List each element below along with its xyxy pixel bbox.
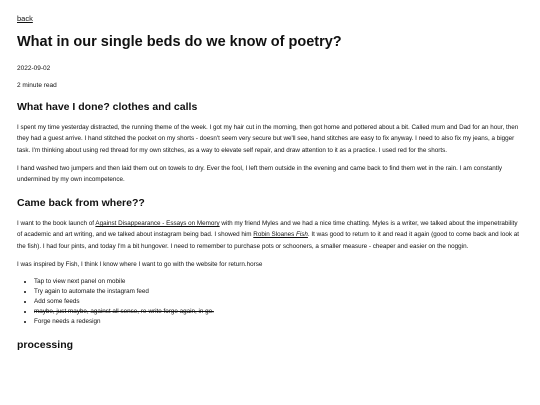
- post-date: 2022-09-02: [17, 65, 51, 73]
- text-run: . It was good to return to it and read it again (good to come back and look at the fish). I had four pints, and today I'm a bit hungover. I need to remember to purchase pots or schooners, a smaller measure - cheaper and easier on the noggin.: [17, 231, 519, 250]
- text-run: with my friend Myles and we had a nice time chatting. Myles is a writer, we talked about the impenetrability of academic and art writing, and we talked about instagram being bad. I showed him: [17, 220, 518, 239]
- paragraph: I was inspired by Fish, I think I know where I want to go with the website for return.horse: [17, 260, 263, 268]
- paragraph: I spent my time yesterday distracted, the running theme of the week. I got my hair cut in the morning, then got home and pottered about a bit. Called mum and Dad for an hour, then they had a guest arrive. I hand stitched the pocket on my shorts - doesn't seem very secure but we'll see, hand stitches are easy to fix anyway. I need to also fix my jeans, a bigger task. I'm thinking about using red thread for my own stitches, as a way to elevate self repair, and draw attention to it as a practice. I used red for the shorts.: [17, 123, 519, 154]
- todo-list: [17, 277, 523, 327]
- fish-link[interactable]: [253, 231, 308, 238]
- list-item: • Add some feeds: [34, 297, 523, 307]
- paragraph: I hand washed two jumpers and then laid them out on towels to dry. Ever the fool, I left them outside in the evening and came back to find them wet in the rain. I am constantly undermined by my own incompetence.: [17, 164, 503, 184]
- section-heading-processing: processing: [17, 339, 74, 352]
- link-text: Robin Sloanes: [253, 231, 296, 239]
- section-heading-came-back: Came back from where??: [17, 197, 145, 210]
- page-title: What in our single beds do we know of poetry?: [17, 34, 342, 50]
- link-text-italic: Fish: [296, 231, 308, 239]
- list-item: • maybe, just maybe, against all sense, re-write forge again, in go.: [34, 307, 523, 317]
- list-item: • Forge needs a redesign: [34, 317, 523, 327]
- list-item: • Try again to automate the instagram feed: [34, 287, 523, 297]
- paragraph: [17, 218, 523, 252]
- list-item: • Tap to view next panel on mobile: [34, 277, 523, 287]
- back-link[interactable]: back: [17, 14, 33, 23]
- text-run: I want to the book launch of: [17, 220, 96, 228]
- book-link[interactable]: Against Disappearance - Essays on Memory: [95, 220, 220, 228]
- section-heading-clothes-and-calls: What have I done? clothes and calls: [17, 101, 198, 114]
- read-time: 2 minute read: [17, 82, 57, 90]
